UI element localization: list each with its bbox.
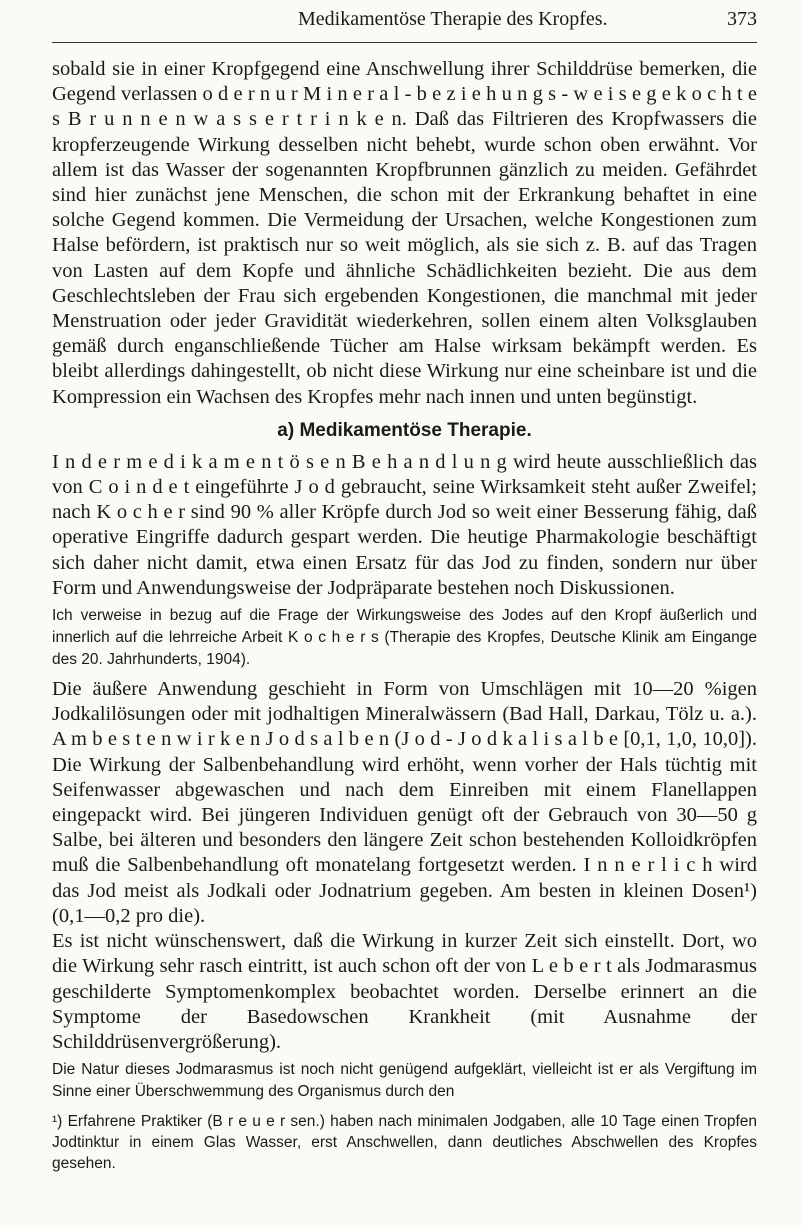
page-header (52, 0, 757, 43)
paragraph-1: sobald sie in einer Kropfgegend eine Anschwellung ihrer Schilddrüse bemerken, die Gegend verlassen o d e r n u r M i n e r a l - b e z i e h u n g s - w e i s e g e k o c h t e s B r u n n e n w a s s e r t r i n k e n. Daß das Filtrieren des Kropfwassers die kropferzeugende Wirkung desselben nicht behebt, wurde schon oben erwähnt. Vor allem ist das Wasser der sogenannten Kropfbrunnen gänzlich zu meiden. Gefährdet sind hier zunächst jene Menschen, die schon mit der Erkrankung behaftet in eine solche Gegend kommen. Die Vermeidung der Ursachen, welche Kongestionen zum Halse befördern, ist praktisch nur so weit möglich, als sie sich z. B. auf das Tragen von Lasten auf dem Kopfe und ähnliche Schädlichkeiten bezieht. Die aus dem Geschlechtsleben der Frau sich ergebenden Kongestionen, die manchmal mit jeder Menstruation oder jeder Gravidität wiederkehren, sollen einem alten Volksglauben gemäß durch enganschließende Tücher am Halse wirksam bekämpft werden. Es bleibt allerdings dahingestellt, ob nicht diese Wirkung nur eine scheinbare ist und die Kompression ein Wachsen des Kropfes mehr nach innen und unten begünstigt. (52, 58, 757, 408)
paragraph-4: Es ist nicht wünschenswert, daß die Wirkung in kurzer Zeit sich einstellt. Dort, wo die Wirkung sehr rasch eintritt, ist auch schon oft der von L e b e r t als Jodmarasmus geschilderte Symptomenkomplex beobachtet worden. Derselbe erinnert an die Symptome der Basedowschen Krankheit (mit Ausnahme der Schilddrüsenvergrößerung). (52, 930, 757, 1053)
paragraph-3: Die äußere Anwendung geschieht in Form von Umschlägen mit 10—20 %igen Jodkalilösungen oder mit jodhaltigen Mineralwässern (Bad Hall, Darkau, Tölz u. a.). A m b e s t e n w i r k e n J o d s a l b e n (J o d - J o d k a l i s a l b e [0,1, 1,0, 10,0]). Die Wirkung der Salbenbehandlung wird erhöht, wenn vorher der Hals tüchtig mit Seifenwasser abgewaschen und nach dem Einreiben mit einem Flanellappen eingepackt wird. Bei jüngeren Individuen genügt oft der Gebrauch von 30—50 g Salbe, bei älteren und besonders den längere Zeit schon bestehenden Kolloidkröpfen muß die Salbenbehandlung oft monatelang fortgesetzt werden. I n n e r l i c h wird das Jod meist als Jodkali oder Jodnatrium gegeben. Am besten in kleinen Dosen¹) (0,1—0,2 pro die). (52, 678, 757, 927)
small-print-note-1: Ich verweise in bezug auf die Frage der Wirkungsweise des Jodes auf den Kropf äußerlich und innerlich auf die lehrreiche Arbeit K o c h e r s (Therapie des Kropfes, Deutsche Klinik am Eingange des 20. Jahrhunderts, 1904). (52, 607, 757, 669)
page-number: 373 (727, 8, 757, 30)
footnote: ¹) Erfahrene Praktiker (B r e u e r sen.) haben nach minimalen Jodgaben, alle 10 Tage einen Tropfen Jodtinktur in einem Glas Wasser, erst Anschwellen, dann deutliches Abschwellen des Kropfes gesehen. (52, 1113, 757, 1173)
small-print-note-2: Die Natur dieses Jodmarasmus ist noch nicht genügend aufgeklärt, vielleicht ist er als Vergiftung im Sinne einer Überschwemmung des Organismus durch den (52, 1061, 757, 1101)
book-page (52, 0, 757, 1228)
running-title: Medikamentöse Therapie des Kropfes. (298, 8, 608, 30)
paragraph-2: I n d e r m e d i k a m e n t ö s e n B e h a n d l u n g wird heute ausschließlich das von C o i n d e t eingeführte J o d gebraucht, seine Wirksamkeit steht außer Zweifel; nach K o c h e r sind 90 % aller Kröpfe durch Jod so weit einer Besserung fähig, daß operative Eingriffe dadurch gespart werden. Die heutige Pharmakologie beschäftigt sich daher nicht damit, etwa einen Ersatz für das Jod zu finden, sondern nur über Form und Anwendungsweise der Jodpräparate bestehen noch Diskussionen. (52, 450, 757, 599)
section-heading: a) Medikamentöse Therapie. (277, 419, 532, 441)
